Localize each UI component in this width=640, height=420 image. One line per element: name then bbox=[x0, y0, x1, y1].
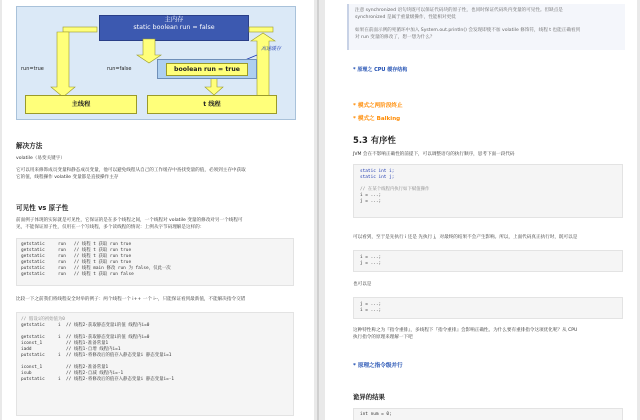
note-line2: synchronized 是属于重量级操作，性能相对更低 bbox=[355, 15, 456, 20]
code-block-order-ij bbox=[353, 250, 623, 272]
main-memory-title: 主内存 bbox=[164, 16, 184, 23]
cache-note: 高速缓存 bbox=[261, 46, 282, 52]
code-line: isub // 线程2-自减 线程内i=-1 bbox=[21, 371, 124, 376]
para3: 比较一下之前我们将线程安全时举的例子：两个线程一个 i++ 一个 i--，只能保证看到最新值，不能解决指令交错 bbox=[16, 297, 246, 302]
para-reorder-line2: 执行指令的原理来理解一下吧 bbox=[353, 335, 413, 340]
para-reorder-line1: 这种特性称之为『指令重排』，多线程下『指令重排』会影响正确性。为什么要有重排指令这项优化呢？从 CPU bbox=[353, 328, 578, 333]
code-line: getstatic run // 线程 t 获取 run true bbox=[21, 260, 132, 265]
code-line: j = ...; bbox=[360, 261, 382, 266]
code-line: iconst_1 // 线程1-准备常量1 bbox=[21, 341, 109, 346]
code-line: static int j; bbox=[360, 175, 395, 180]
link-cpu-cache[interactable]: * 原理之 CPU 缓存结构 bbox=[353, 67, 408, 73]
code-comment: // 在某个线程内执行如下赋值操作 bbox=[360, 187, 430, 192]
code-comment: // 假设i的初始值为0 bbox=[21, 317, 65, 322]
right-page bbox=[325, 0, 637, 420]
label-run-false: run=false bbox=[107, 66, 132, 72]
code-line: iadd // 线程1-自增 线程内i=1 bbox=[21, 347, 121, 352]
heading-visibility-vs-atomicity: 可见性 vs 原子性 bbox=[16, 204, 69, 212]
code-line: getstatic run // 线程 t 获取 run true bbox=[21, 254, 132, 259]
code-line: static int i; bbox=[360, 169, 395, 174]
code-line: putstatic i // 线程1-将修改后的值存入静态变量i 静态变量i=1 bbox=[21, 353, 172, 358]
volatile-line: volatile（易变关键字） bbox=[16, 156, 65, 161]
heading-solution: 解决方法 bbox=[16, 142, 43, 150]
para2-line2: 见，不能保证原子性，仅用在一个写线程，多个读线程的情况：上例从字节码理解是这样的： bbox=[16, 225, 205, 230]
code-block-bytecode bbox=[16, 238, 294, 286]
code-line: getstatic i // 线程1-获取静态变量i的值 线程内i=0 bbox=[21, 335, 150, 340]
code-line: j = ...; bbox=[360, 199, 382, 204]
para-order: 可以看到，至于是先执行 i 还是 先执行 j，对最终的结果不会产生影响。所以，上面代码真正执行时，既可以是 bbox=[353, 235, 578, 240]
code-line: i = ...; bbox=[360, 255, 382, 260]
note-line1: 注意 synchronized 语句块既可以保证代码块的原子性，也同时保证代码块内变量的可见性。但缺点是 bbox=[355, 8, 563, 13]
para-also: 也可以是 bbox=[353, 282, 372, 287]
para-jvm: JVM 会在不影响正确性的前提下，可以调整语句的执行顺序，思考下面一段代码 bbox=[353, 152, 515, 157]
link-balking[interactable]: * 模式之 Balking bbox=[353, 116, 401, 122]
code-line: getstatic i // 线程2-获取静态变量i的值 线程内i=0 bbox=[21, 323, 150, 328]
t-thread-box: t 线程 bbox=[147, 95, 277, 114]
code-line: putstatic run // 线程 main 修改 run 为 false，仅此一次 bbox=[21, 266, 171, 271]
code-line: iconst_1 // 线程2-准备常量1 bbox=[21, 365, 109, 370]
note-line3: 如果在前面示例的死循环中加入 System.out.println() 会发现即使不加 volatile 修饰符，线程 t 也能正确看到 bbox=[355, 28, 581, 33]
link-two-phase-termination[interactable]: * 模式之两阶段终止 bbox=[353, 103, 403, 109]
note-block bbox=[347, 4, 625, 50]
code-line: getstatic run // 线程 t 获取 run true bbox=[21, 242, 132, 247]
code-block-interleave bbox=[16, 312, 294, 416]
para1-line1: 它可以用来修饰成员变量和静态成员变量，他可以避免线程从自己的工作缓存中查找变量的值，必须到主存中获取 bbox=[16, 168, 246, 173]
left-page bbox=[2, 0, 314, 420]
memory-diagram bbox=[16, 6, 296, 120]
code-line: i = ...; bbox=[360, 308, 382, 313]
code-block-order-ji bbox=[353, 297, 623, 319]
thread-cache-container bbox=[157, 59, 257, 79]
code-line: int num = 0; bbox=[360, 412, 392, 417]
cache-run-box: boolean run = true bbox=[166, 63, 248, 76]
code-line: i = ...; bbox=[360, 193, 382, 198]
link-instruction-level-parallelism[interactable]: * 原理之指令级并行 bbox=[353, 363, 403, 369]
code-block-static-vars bbox=[353, 164, 623, 218]
para2-line1: 前面例子体现的实际就是可见性，它保证的是在多个线程之间，一个线程对 volatile 变量的修改对另一个线程可 bbox=[16, 218, 243, 223]
code-line: putstatic i // 线程2-将修改后的值存入静态变量i 静态变量i=-1 bbox=[21, 377, 175, 382]
heading-weird-result: 诡异的结果 bbox=[353, 393, 385, 401]
code-line: j = ...; bbox=[360, 302, 382, 307]
page-divider bbox=[317, 0, 319, 420]
code-line: getstatic run // 线程 t 获取 run true bbox=[21, 248, 132, 253]
para1-line2: 它的值，线程操作 volatile 变量都是直接操作主存 bbox=[16, 175, 119, 180]
main-memory-var: static boolean run = false bbox=[133, 24, 215, 31]
label-run-true: run=true bbox=[21, 66, 44, 72]
heading-ordering: 5.3 有序性 bbox=[353, 135, 396, 145]
note-line4: 对 run 变量的修改了，想一想为什么？ bbox=[355, 35, 435, 40]
main-thread-box: 主线程 bbox=[25, 95, 137, 114]
code-line: getstatic run // 线程 t 获取 run false bbox=[21, 272, 134, 277]
code-block-num bbox=[353, 408, 623, 420]
